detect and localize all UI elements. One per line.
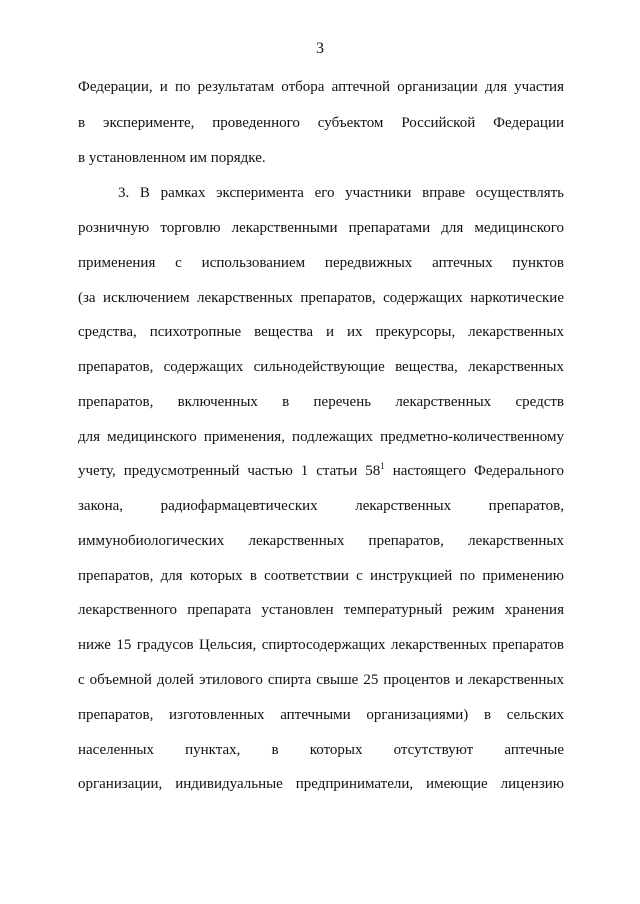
- paragraph-start-line: 3. В рамках эксперимента его участники вправе осуществлять: [118, 185, 564, 201]
- text-line: препаратов, для которых в соответствии с инструкцией по применению: [78, 568, 564, 584]
- page-number: 3: [316, 40, 324, 57]
- text-line: применения с использованием передвижных аптечных пунктов: [78, 255, 564, 271]
- text-line: с объемной долей этилового спирта свыше 25 процентов и лекарственных: [78, 672, 564, 688]
- text-line: иммунобиологических лекарственных препаратов, лекарственных: [78, 533, 564, 549]
- text-line: средства, психотропные вещества и их прекурсоры, лекарственных: [78, 324, 564, 340]
- text-line: организации, индивидуальные предприниматели, имеющие лицензию: [78, 776, 564, 792]
- text-segment: настоящего Федерального: [384, 463, 564, 479]
- text-line: лекарственного препарата установлен температурный режим хранения: [78, 602, 564, 618]
- text-line: населенных пунктах, в которых отсутствуют аптечные: [78, 742, 564, 758]
- text-line: закона, радиофармацевтических лекарственных препаратов,: [78, 498, 564, 514]
- text-line: препаратов, изготовленных аптечными организациями) в сельских: [78, 707, 564, 723]
- text-line: препаратов, включенных в перечень лекарственных средств: [78, 394, 564, 410]
- text-line: Федерации, и по результатам отбора аптечной организации для участия: [78, 79, 564, 95]
- text-line: (за исключением лекарственных препаратов, содержащих наркотические: [78, 290, 564, 306]
- text-line: для медицинского применения, подлежащих предметно-количественному: [78, 429, 564, 445]
- text-segment: учету, предусмотренный частью 1 статьи 58: [78, 463, 381, 479]
- text-line-with-superscript: [78, 462, 564, 480]
- text-line: розничную торговлю лекарственными препаратами для медицинского: [78, 220, 564, 236]
- text-line: ниже 15 градусов Цельсия, спиртосодержащих лекарственных препаратов: [78, 637, 564, 653]
- text-line: в установленном им порядке.: [78, 150, 266, 166]
- text-line: препаратов, содержащих сильнодействующие вещества, лекарственных: [78, 359, 564, 375]
- superscript-number: 1: [380, 461, 385, 471]
- text-line: в эксперименте, проведенного субъектом Российской Федерации: [78, 115, 564, 131]
